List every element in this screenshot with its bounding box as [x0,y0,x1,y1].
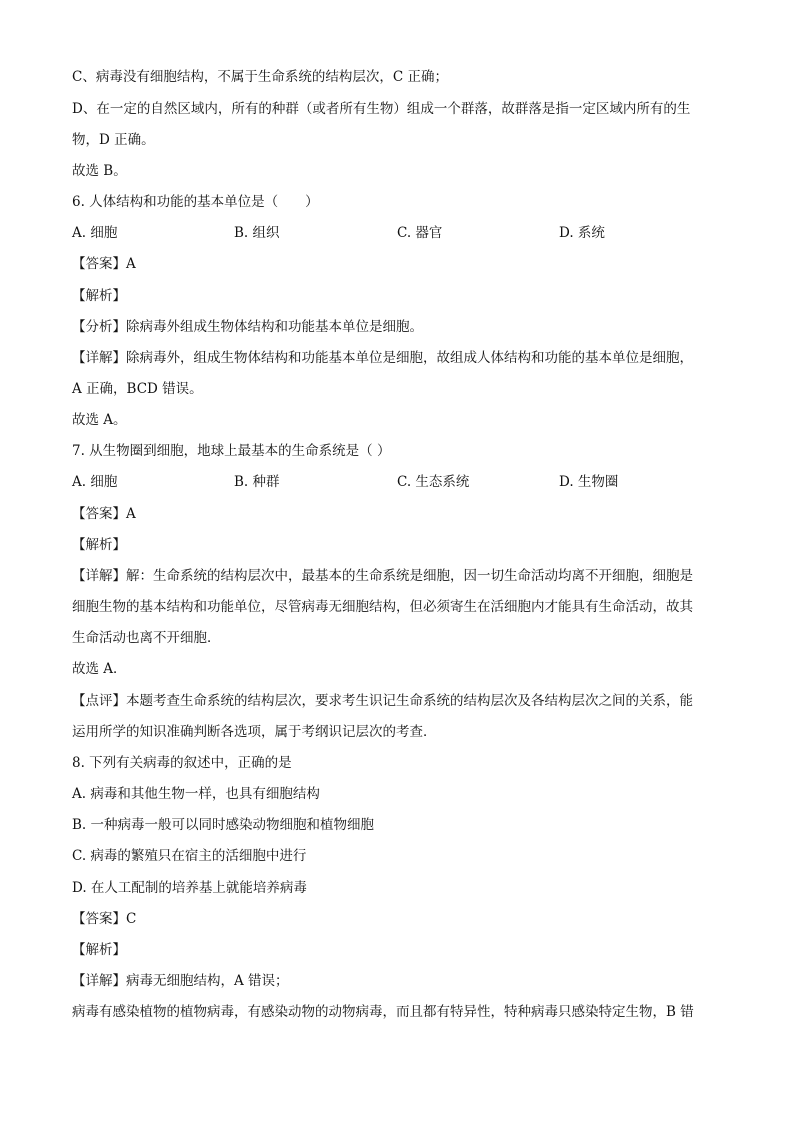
answer-label: 【答案】A [72,506,136,522]
text-line: C、病毒没有细胞结构，不属于生命系统的结构层次，C 正确； [72,69,448,85]
text-line: 故选 B。 [72,163,127,179]
option-c: C. 生态系统 [397,474,470,490]
option-b: B. 种群 [234,474,280,490]
analysis-label: 【解析】 [72,288,126,304]
analysis-label: 【解析】 [72,942,126,958]
option-a: A. 病毒和其他生物一样，也具有细胞结构 [72,786,320,802]
option-b: B. 一种病毒一般可以同时感染动物细胞和植物细胞 [72,817,375,833]
option-c: C. 病毒的繁殖只在宿主的活细胞中进行 [72,848,307,864]
answer-label: 【答案】C [72,911,137,927]
answer-label: 【答案】A [72,256,136,272]
option-d: D. 生物圈 [559,474,619,490]
analysis-text: 【分析】除病毒外组成生物体结构和功能基本单位是细胞。 [72,319,423,335]
option-d: D. 系统 [559,225,605,241]
question-6: 6. 人体结构和功能的基本单位是（ ） [72,194,319,210]
option-a: A. 细胞 [72,225,118,241]
detail-text: 细胞生物的基本结构和功能单位，尽管病毒无细胞结构，但必须寄生在活细胞内才能具有生命活动，故其 [72,599,693,615]
text-line: 物，D 正确。 [72,132,155,148]
detail-text: 【详解】解：生命系统的结构层次中，最基本的生命系统是细胞，因一切生命活动均离不开细胞，细胞是 [72,568,693,584]
detail-text: 【详解】除病毒外，组成生物体结构和功能基本单位是细胞，故组成人体结构和功能的基本单位是细胞， [72,350,693,366]
analysis-label: 【解析】 [72,537,126,553]
detail-text: A 正确，BCD 错误。 [72,381,203,397]
option-c: C. 器官 [397,225,443,241]
option-a: A. 细胞 [72,474,118,490]
question-8: 8. 下列有关病毒的叙述中，正确的是 [72,755,292,771]
comment-text: 运用所学的知识准确判断各选项，属于考纲识记层次的考查． [72,724,437,740]
detail-text: 病毒有感染植物的植物病毒，有感染动物的动物病毒，而且都有特异性，特种病毒只感染特定生物，B 错 [72,1004,694,1020]
option-b: B. 组织 [234,225,280,241]
detail-text: 生命活动也离不开细胞． [72,630,221,646]
option-d: D. 在人工配制的培养基上就能培养病毒 [72,880,307,896]
choose-text: 故选 A． [72,661,127,677]
question-7: 7. 从生物圈到细胞，地球上最基本的生命系统是（ ） [72,443,391,459]
text-line: D、在一定的自然区域内，所有的种群（或者所有生物）组成一个群落，故群落是指一定区域内所有的生 [72,101,691,117]
comment-text: 【点评】本题考查生命系统的结构层次，要求考生识记生命系统的结构层次及各结构层次之间的关系，能 [72,693,693,709]
choose-text: 故选 A。 [72,412,127,428]
detail-text: 【详解】病毒无细胞结构，A 错误； [72,973,289,989]
